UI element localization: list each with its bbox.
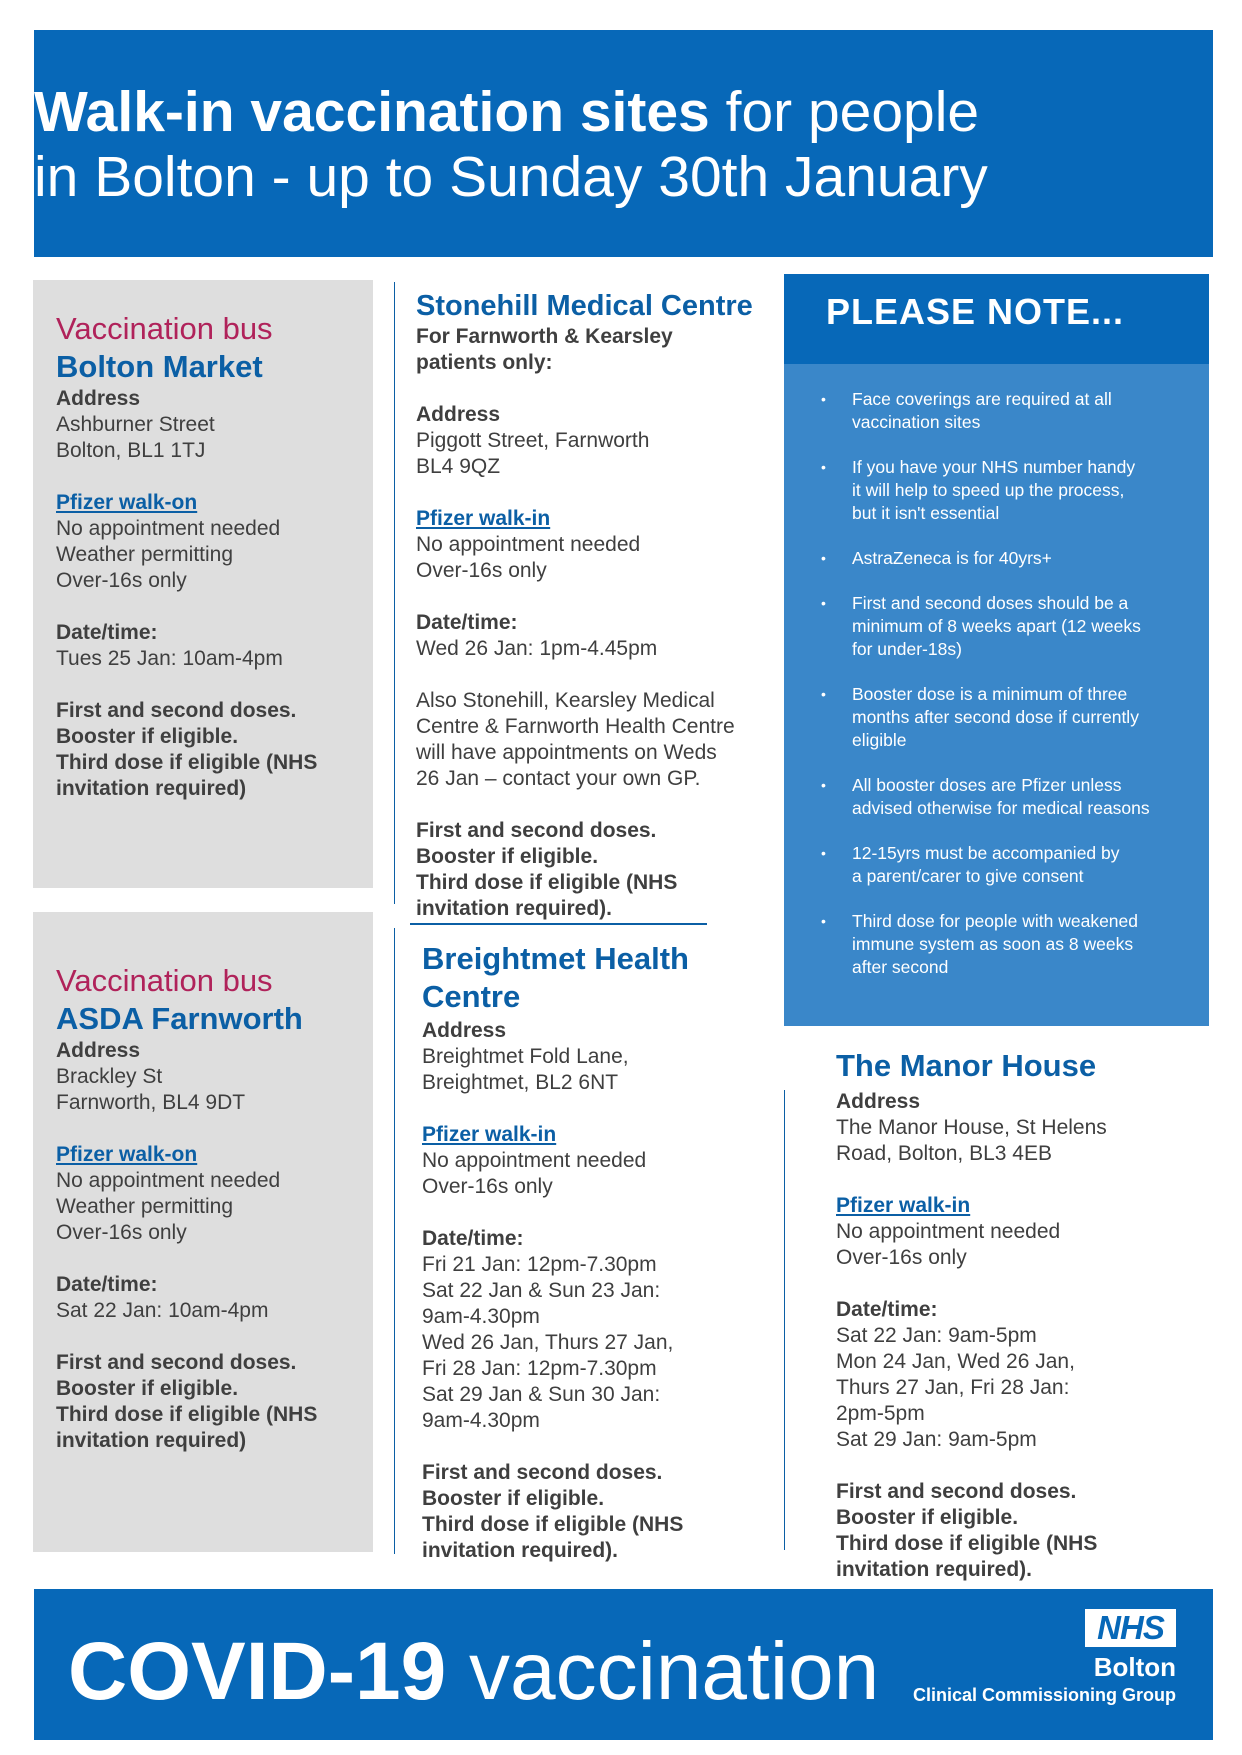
date-line: Sat 29 Jan: 9am-5pm	[836, 1428, 1037, 1451]
date-line: Tues 25 Jan: 10am-4pm	[56, 647, 283, 670]
note-item: • Face coverings are required at all vaccination sites	[821, 389, 1112, 432]
dose-line: Booster if eligible.	[56, 1377, 239, 1400]
note-item: • Third dose for people with weakened immune system as soon as 8 weeks after second	[821, 911, 1139, 977]
date-label: Date/time:	[422, 1227, 524, 1250]
pfizer-walk-in-link[interactable]: Pfizer walk-in	[416, 507, 551, 530]
dose-line: First and second doses.	[836, 1480, 1077, 1503]
stonehill-content	[416, 288, 786, 922]
address-line: Ashburner Street	[56, 413, 215, 436]
date-line: 9am-4.30pm	[422, 1409, 540, 1432]
please-note-list	[818, 388, 1193, 1001]
asda-farnworth-content	[56, 962, 366, 1454]
dose-line: invitation required)	[56, 777, 247, 800]
info-line: No appointment needed	[416, 533, 641, 556]
address-line: The Manor House, St Helens	[836, 1116, 1107, 1139]
site-title: Breightmet Health	[422, 941, 689, 976]
address-label: Address	[416, 403, 501, 426]
pfizer-walk-in-link[interactable]: Pfizer walk-in	[836, 1194, 971, 1217]
date-line: Wed 26 Jan, Thurs 27 Jan,	[422, 1331, 674, 1354]
address-label: Address	[56, 1039, 141, 1062]
pfizer-walk-on-link[interactable]: Pfizer walk-on	[56, 491, 198, 514]
page-title: Walk-in vaccination sites for people in Bolton - up to Sunday 30th January	[34, 80, 988, 209]
bullet-icon: •	[821, 686, 826, 702]
dose-line: invitation required).	[416, 897, 613, 920]
note-item: • 12-15yrs must be accompanied by a parent/carer to give consent	[821, 843, 1120, 886]
date-line: 2pm-5pm	[836, 1402, 925, 1425]
note-item: • AstraZeneca is for 40yrs+	[821, 548, 1052, 568]
date-line: 9am-4.30pm	[422, 1305, 540, 1328]
please-note-title: PLEASE NOTE...	[826, 291, 1125, 332]
dose-line: invitation required)	[56, 1429, 247, 1452]
bolton-market-content	[56, 310, 366, 802]
date-line: Mon 24 Jan, Wed 26 Jan,	[836, 1350, 1075, 1373]
bullet-icon: •	[821, 845, 826, 861]
column-divider	[394, 282, 395, 904]
address-line: Road, Bolton, BL3 4EB	[836, 1142, 1052, 1165]
site-title: Bolton Market	[56, 349, 263, 384]
site-title: Stonehill Medical Centre	[416, 290, 753, 322]
breightmet-content	[422, 940, 772, 1564]
info-line: No appointment needed	[422, 1149, 647, 1172]
subtitle-line: For Farnworth & Kearsley	[416, 325, 673, 348]
bullet-icon: •	[821, 391, 826, 407]
site-title: Centre	[422, 979, 521, 1014]
subtitle-line: patients only:	[416, 351, 553, 374]
dose-line: Third dose if eligible (NHS	[56, 751, 318, 774]
column-divider	[784, 1090, 785, 1550]
address-line: BL4 9QZ	[416, 455, 501, 478]
bullet-icon: •	[821, 459, 826, 475]
dose-line: Booster if eligible.	[56, 725, 239, 748]
info-line: No appointment needed	[56, 1169, 281, 1192]
info-line: Over-16s only	[422, 1175, 553, 1198]
bullet-icon: •	[821, 913, 826, 929]
date-line: Sat 29 Jan & Sun 30 Jan:	[422, 1383, 661, 1406]
bullet-icon: •	[821, 595, 826, 611]
org-subtitle: Clinical Commissioning Group	[912, 1685, 1176, 1705]
address-line: Breightmet Fold Lane,	[422, 1045, 629, 1068]
address-line: Bolton, BL1 1TJ	[56, 439, 206, 462]
date-label: Date/time:	[56, 621, 158, 644]
address-label: Address	[836, 1090, 921, 1113]
bus-label: Vaccination bus	[56, 963, 273, 998]
date-line: Sat 22 Jan & Sun 23 Jan:	[422, 1279, 661, 1302]
date-line: Fri 21 Jan: 12pm-7.30pm	[422, 1253, 657, 1276]
dose-line: First and second doses.	[56, 699, 297, 722]
note-item: • Booster dose is a minimum of three months after second dose if currently eligible	[821, 684, 1139, 750]
also-line: Also Stonehill, Kearsley Medical	[416, 689, 715, 712]
dose-line: Booster if eligible.	[416, 845, 599, 868]
bullet-icon: •	[821, 550, 826, 566]
info-line: Weather permitting	[56, 543, 234, 566]
date-line: Thurs 27 Jan, Fri 28 Jan:	[836, 1376, 1070, 1399]
dose-line: Booster if eligible.	[422, 1487, 605, 1510]
dose-line: Third dose if eligible (NHS	[416, 871, 678, 894]
dose-line: First and second doses.	[422, 1461, 663, 1484]
also-line: Centre & Farnworth Health Centre	[416, 715, 735, 738]
also-line: 26 Jan – contact your own GP.	[416, 767, 701, 790]
bullet-icon: •	[821, 777, 826, 793]
address-line: Breightmet, BL2 6NT	[422, 1071, 619, 1094]
info-line: Over-16s only	[416, 559, 547, 582]
date-label: Date/time:	[836, 1298, 938, 1321]
dose-line: invitation required).	[422, 1539, 619, 1562]
also-line: will have appointments on Weds	[416, 741, 717, 764]
info-line: Over-16s only	[836, 1246, 967, 1269]
dose-line: First and second doses.	[56, 1351, 297, 1374]
info-line: Over-16s only	[56, 569, 187, 592]
dose-line: invitation required).	[836, 1558, 1033, 1581]
date-line: Sat 22 Jan: 10am-4pm	[56, 1299, 269, 1322]
footer-title: COVID-19 vaccination	[68, 1626, 880, 1717]
dose-line: Third dose if eligible (NHS	[56, 1403, 318, 1426]
site-title: The Manor House	[836, 1048, 1097, 1083]
manor-house-content	[836, 1047, 1196, 1583]
date-line: Fri 28 Jan: 12pm-7.30pm	[422, 1357, 657, 1380]
dose-line: Third dose if eligible (NHS	[836, 1532, 1098, 1555]
note-item: • First and second doses should be a minimum of 8 weeks apart (12 weeks for under-18s)	[821, 593, 1141, 659]
address-line: Farnworth, BL4 9DT	[56, 1091, 246, 1114]
info-line: Weather permitting	[56, 1195, 234, 1218]
note-item: • All booster doses are Pfizer unless advised otherwise for medical reasons	[821, 775, 1150, 818]
dose-line: Third dose if eligible (NHS	[422, 1513, 684, 1536]
address-line: Brackley St	[56, 1065, 163, 1088]
address-line: Piggott Street, Farnworth	[416, 429, 650, 452]
pfizer-walk-on-link[interactable]: Pfizer walk-on	[56, 1143, 198, 1166]
dose-line: First and second doses.	[416, 819, 657, 842]
info-line: No appointment needed	[56, 517, 281, 540]
date-line: Sat 22 Jan: 9am-5pm	[836, 1324, 1037, 1347]
bus-label: Vaccination bus	[56, 311, 273, 346]
info-line: Over-16s only	[56, 1221, 187, 1244]
pfizer-walk-in-link[interactable]: Pfizer walk-in	[422, 1123, 557, 1146]
address-label: Address	[422, 1019, 507, 1042]
date-label: Date/time:	[56, 1273, 158, 1296]
note-item: • If you have your NHS number handy it will help to speed up the process, but it isn't essential	[821, 457, 1136, 523]
address-label: Address	[56, 387, 141, 410]
site-title: ASDA Farnworth	[56, 1001, 303, 1036]
org-name: Bolton	[1093, 1652, 1176, 1682]
date-label: Date/time:	[416, 611, 518, 634]
date-line: Wed 26 Jan: 1pm-4.45pm	[416, 637, 658, 660]
dose-line: Booster if eligible.	[836, 1506, 1019, 1529]
section-divider	[410, 923, 707, 925]
nhs-logo: NHS	[1085, 1609, 1176, 1647]
info-line: No appointment needed	[836, 1220, 1061, 1243]
column-divider	[394, 928, 395, 1554]
